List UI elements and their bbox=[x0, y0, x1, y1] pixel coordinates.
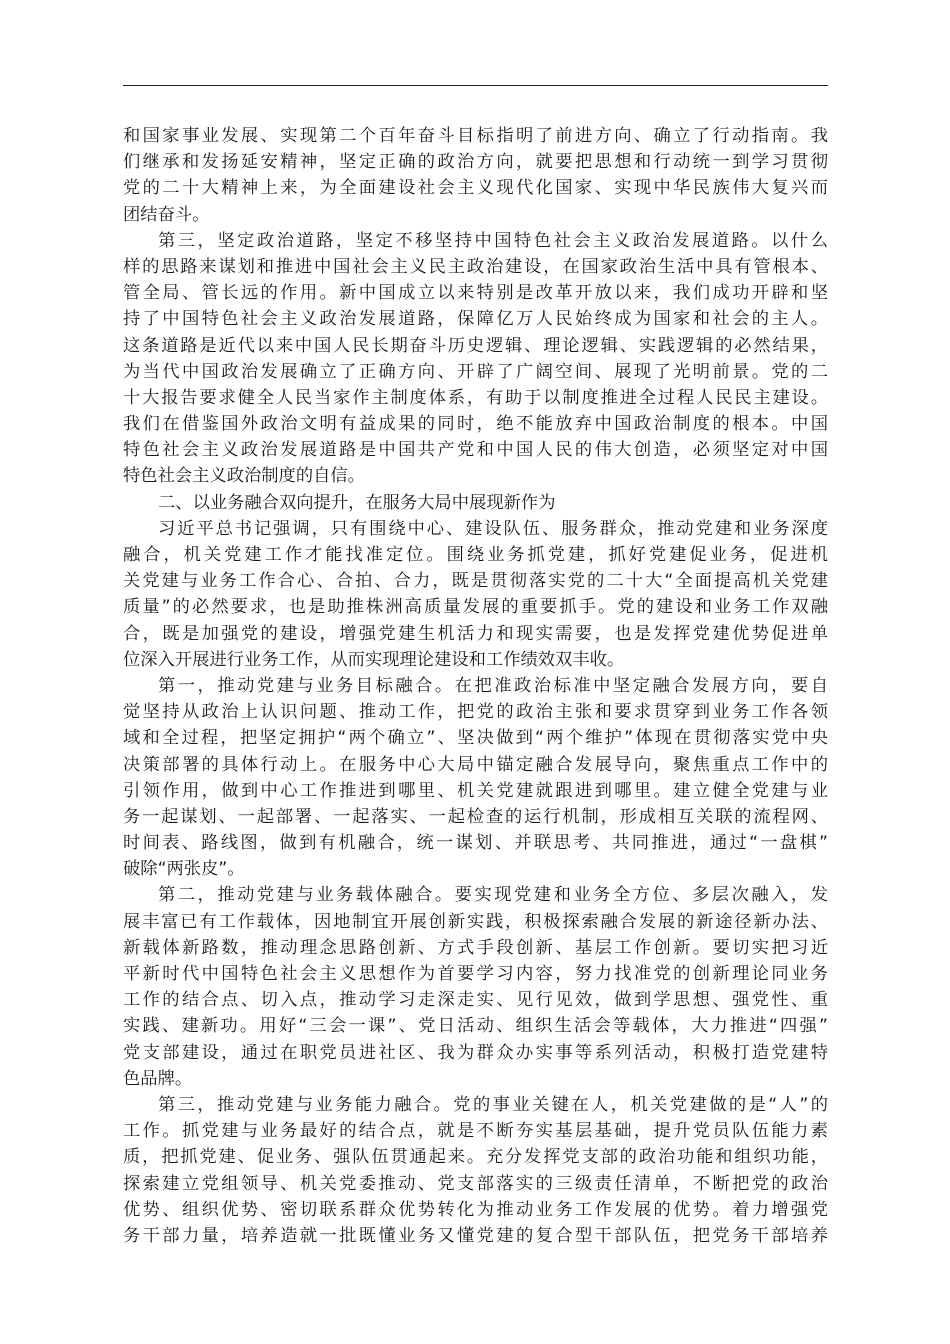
text-line: 探索建立党组领导、机关党委推动、党支部落实的三级责任清单，不断把党的政治 bbox=[123, 1173, 828, 1194]
text-line: 融合，机关党建工作才能找准定位。围绕业务抓党建，抓好党建促业务，促进机 bbox=[123, 545, 828, 565]
text-line: 十大报告要求健全人民当家作主制度体系，有助于以制度推进全过程人民民主建设。 bbox=[123, 387, 828, 408]
text-line: 管全局、管长远的作用。新中国成立以来特别是改革开放以来，我们成功开辟和坚 bbox=[123, 283, 828, 304]
text-line: 质量”的必然要求，也是助推株洲高质量发展的重要抓手。党的建设和业务工作双融 bbox=[123, 597, 828, 618]
text-line: 团结奋斗。 bbox=[123, 204, 210, 225]
text-line: 引领作用，做到中心工作推进到哪里、机关党建就跟进到哪里。建立健全党建与业 bbox=[123, 780, 828, 801]
text-line: 觉坚持从政治上认识问题、推动工作，把党的政治主张和要求贯穿到业务工作各领 bbox=[123, 702, 828, 723]
header-rule bbox=[123, 85, 828, 86]
text-line: 党支部建设，通过在职党员进社区、我为群众办实事等系列活动，积极打造党建特 bbox=[123, 1042, 828, 1063]
text-line: 特色社会主义政治制度的自信。 bbox=[123, 466, 365, 487]
text-line: 样的思路来谋划和推进中国社会主义民主政治建设，在国家政治生活中具有管根本、 bbox=[123, 256, 828, 277]
text-line: 实践、建新功。用好“三会一课”、党日活动、组织生活会等载体，大力推进“四强” bbox=[123, 1016, 828, 1037]
text-line: 位深入开展进行业务工作，从而实现理论建设和工作绩效双丰收。 bbox=[123, 649, 625, 670]
text-line: 为当代中国政治发展确立了正确方向、开辟了广阔空间、展现了光明前景。党的二 bbox=[123, 361, 828, 382]
text-line: 第二，推动党建与业务载体融合。要实现党建和业务全方位、多层次融入，发 bbox=[158, 885, 828, 906]
text-line: 这条道路是近代以来中国人民长期奋斗历史逻辑、理论逻辑、实践逻辑的必然结果， bbox=[123, 335, 828, 356]
text-line: 破除“两张皮”。 bbox=[123, 859, 245, 880]
text-line: 决策部署的具体行动上。在服务中心大局中锚定融合发展导向，聚焦重点工作中的 bbox=[123, 754, 828, 775]
text-line: 第三，推动党建与业务能力融合。党的事业关键在人，机关党建做的是“人”的 bbox=[158, 1094, 828, 1115]
text-line: 第三，坚定政治道路，坚定不移坚持中国特色社会主义政治发展道路。以什么 bbox=[158, 230, 828, 251]
text-line: 新载体新路数，推动理念思路创新、方式手段创新、基层工作创新。要切实把习近 bbox=[123, 937, 828, 958]
text-line: 务一起谋划、一起部署、一起落实、一起检查的运行机制，形成相互关联的流程网、 bbox=[123, 806, 828, 827]
text-line: 特色社会主义政治发展道路是中国共产党和中国人民的伟大创造，必须坚定对中国 bbox=[123, 440, 828, 461]
text-line: 色品牌。 bbox=[123, 1068, 193, 1089]
text-line: 工作。抓党建与业务最好的结合点，就是不断夯实基层基础，提升党员队伍能力素 bbox=[123, 1121, 828, 1142]
text-line: 和国家事业发展、实现第二个百年奋斗目标指明了前进方向、确立了行动指南。我 bbox=[123, 126, 828, 146]
text-line: 域和全过程，把坚定拥护“两个确立”、坚决做到“两个维护”体现在贯彻落实党中央 bbox=[123, 728, 828, 749]
text-line: 质，把抓党建、促业务、强队伍贯通起来。充分发挥党支部的政治功能和组织功能， bbox=[123, 1147, 828, 1168]
text-line: 时间表、路线图，做到有机融合，统一谋划、并联思考、共同推进，通过“一盘棋” bbox=[123, 833, 828, 854]
text-line: 合，既是加强党的建设，增强党建生机活力和现实需要，也是发挥党建优势促进单 bbox=[123, 623, 828, 644]
text-line: 展丰富已有工作载体，因地制宜开展创新实践，积极探索融合发展的新途径新办法、 bbox=[123, 911, 828, 932]
text-line: 二、以业务融合双向提升，在服务大局中展现新作为 bbox=[158, 492, 556, 513]
text-line: 持了中国特色社会主义政治发展道路，保障亿万人民始终成为国家和社会的主人。 bbox=[123, 309, 828, 330]
text-line: 党的二十大精神上来，为全面建设社会主义现代化国家、实现中华民族伟大复兴而 bbox=[123, 178, 828, 199]
text-line: 务干部力量，培养造就一批既懂业务又懂党建的复合型干部队伍，把党务干部培养 bbox=[123, 1225, 828, 1246]
text-line: 工作的结合点、切入点，推动学习走深走实、见行见效，做到学思想、强党性、重 bbox=[123, 990, 828, 1011]
text-line: 关党建与业务工作合心、合拍、合力，既是贯彻落实党的二十大“全面提高机关党建 bbox=[123, 571, 828, 592]
text-line: 第一，推动党建与业务目标融合。在把准政治标准中坚定融合发展方向，要自 bbox=[158, 675, 828, 696]
text-line: 平新时代中国特色社会主义思想作为首要学习内容，努力找准党的创新理论同业务 bbox=[123, 964, 828, 984]
text-line: 优势、组织优势、密切联系群众优势转化为推动业务工作发展的优势。着力增强党 bbox=[123, 1199, 828, 1220]
text-line: 我们在借鉴国外政治文明有益成果的同时，绝不能放弃中国政治制度的根本。中国 bbox=[123, 414, 828, 435]
text-line: 们继承和发扬延安精神，坚定正确的政治方向，就要把思想和行动统一到学习贯彻 bbox=[123, 152, 828, 173]
text-line: 习近平总书记强调，只有围绕中心、建设队伍、服务群众，推动党建和业务深度 bbox=[158, 518, 828, 539]
body-text bbox=[123, 123, 828, 1249]
